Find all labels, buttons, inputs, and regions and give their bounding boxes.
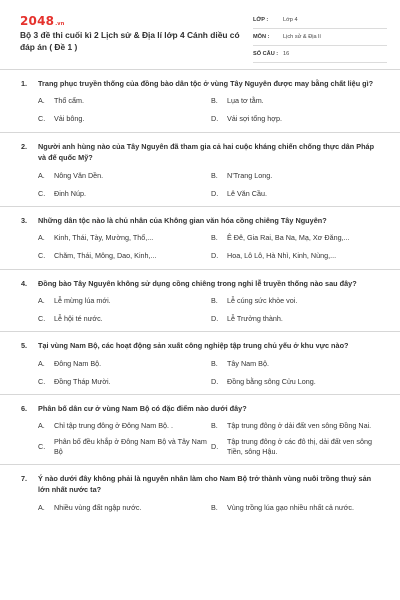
option-text: Lụa tơ tằm. [227,96,264,106]
exam-title: Bộ 3 đề thi cuối kì 2 Lịch sử & Địa lí lớp 4 Cánh diều có đáp án ( Đề 1 ) [20,30,240,52]
question-item [0,70,400,133]
question-text: Ý nào dưới đây không phải là nguyên nhân làm cho Nam Bộ trở thành vùng nuôi trồng thuỷ sản lớn nhất nước ta? [38,473,372,495]
meta-row-subject [253,29,387,46]
option-letter: A. [38,170,45,180]
question-number: 4. [21,278,28,288]
option-letter: A. [38,233,45,243]
answer-option[interactable] [211,170,381,182]
option-letter: A. [38,296,45,306]
option-text: Hoa, Lô Lô, Hà Nhì, Kinh, Nùng,... [227,251,337,261]
question-item [0,332,400,395]
option-letter: D. [211,314,219,324]
meta-row-grade [253,12,387,29]
option-text: Phân bố đều khắp ở Đông Nam Bộ và Tây Nam Bộ [54,436,207,457]
option-letter: B. [211,233,218,243]
option-text: Vải bông. [54,114,85,124]
question-number: 7. [21,473,28,483]
answer-option[interactable] [211,313,381,325]
option-letter: B. [211,96,218,106]
option-text: Lê Văn Cầu. [227,188,267,198]
answer-option[interactable] [38,437,211,458]
option-letter: B. [211,296,218,306]
option-letter: A. [38,358,45,368]
option-text: N’Trang Long. [227,170,273,180]
option-text: Lễ hội té nước. [54,314,103,324]
question-item [0,395,400,465]
answer-option[interactable] [38,376,211,388]
answer-option[interactable] [38,295,211,307]
option-letter: B. [211,170,218,180]
answer-option[interactable] [211,421,381,433]
option-letter: C. [38,114,46,124]
option-text: Nhiều vùng đất ngập nước. [54,502,142,512]
question-item [0,465,400,520]
option-text: Tập trung đông ở các đô thị, dải đất ven sông Tiền, sông Hậu. [227,436,372,457]
option-text: Đồng bằng sông Cửu Long. [227,376,316,386]
meta-value: Lịch sử & Địa lí [283,33,321,40]
meta-label: SỐ CÂU : [253,50,279,57]
answer-option[interactable] [38,114,211,126]
option-text: Đồng Tháp Mười. [54,376,111,386]
question-text: Phân bố dân cư ở vùng Nam Bộ có đặc điểm nào dưới đây? [38,404,247,414]
answer-option[interactable] [211,295,381,307]
option-text: Vải sợi tổng hợp. [227,114,282,124]
option-text: Đinh Núp. [54,188,86,198]
option-letter: C. [38,441,46,451]
question-number: 3. [21,216,28,226]
answer-option[interactable] [211,188,381,200]
question-number: 1. [21,79,28,88]
option-letter: A. [38,96,45,106]
question-text: Những dân tộc nào là chủ nhân của Không gian văn hóa cồng chiêng Tây Nguyên? [38,216,327,226]
option-letter: A. [38,502,45,512]
question-text: Tại vùng Nam Bộ, các hoạt động sản xuất công nghiệp tập trung chủ yếu ở khu vực nào? [38,341,349,351]
question-number: 2. [21,141,28,151]
option-letter: B. [211,358,218,368]
answer-option[interactable] [38,251,211,263]
option-text: Nông Văn Dền. [54,170,104,180]
answer-option[interactable] [211,376,381,388]
answer-option[interactable] [38,358,211,370]
question-number: 5. [21,341,28,351]
option-letter: D. [211,441,219,451]
question-text: Đồng bào Tây Nguyên không sử dụng cồng chiêng trong nghi lễ truyền thống nào sau đây? [38,278,357,288]
answer-option[interactable] [211,437,381,458]
meta-label: MÔN : [253,33,270,40]
question-text: Người anh hùng nào của Tây Nguyên đã tham gia cả hai cuộc kháng chiến chống thực dân Pháp và đế quốc Mỹ? [38,141,375,163]
answer-option[interactable] [38,170,211,182]
option-letter: B. [211,421,218,431]
option-text: Lễ mừng lúa mới. [54,296,111,306]
answer-option[interactable] [38,233,211,245]
option-text: Lễ Trưởng thành. [227,314,283,324]
option-text: Đông Nam Bộ. [54,358,102,368]
page-header [0,0,400,62]
option-text: Tập trung đông ở dải đất ven sông Đồng Nai. [227,421,372,431]
question-item [0,133,400,207]
answer-option[interactable] [211,502,381,514]
option-letter: D. [211,188,219,198]
meta-value: 16 [283,50,290,57]
answer-option[interactable] [38,421,211,433]
option-text: Chỉ tập trung đông ở Đông Nam Bộ. . [54,421,173,431]
logo-main: 2048 [20,14,55,28]
answer-option[interactable] [211,114,381,126]
option-letter: D. [211,376,219,386]
option-letter: D. [211,251,219,261]
meta-value: Lớp 4 [283,16,298,23]
answer-option[interactable] [211,233,381,245]
question-number: 6. [21,404,28,414]
answer-option[interactable] [38,502,211,514]
question-item [0,270,400,333]
option-letter: C. [38,251,46,261]
question-text: Trang phục truyền thống của đồng bào dân tộc ở vùng Tây Nguyên được may bằng chất liệu gì? [38,79,374,88]
question-list [0,70,400,520]
exam-meta-table [253,12,387,63]
logo-tld: .vn [55,21,65,27]
meta-label: LỚP : [253,16,269,23]
option-text: Chăm, Thái, Mông, Dao, Kinh,... [54,251,157,261]
answer-option[interactable] [38,96,211,108]
answer-option[interactable] [211,96,381,108]
answer-option[interactable] [38,188,211,200]
answer-option[interactable] [211,251,381,263]
option-text: Lễ cúng sức khỏe voi. [227,296,298,306]
option-text: Ê Đê, Gia Rai, Ba Na, Mạ, Xơ Đăng,... [227,233,350,243]
option-text: Thổ cẩm. [54,96,84,106]
meta-row-count [253,46,387,63]
option-text: Vùng trồng lúa gạo nhiều nhất cả nước. [227,502,355,512]
option-letter: C. [38,188,46,198]
option-text: Tây Nam Bộ. [227,358,269,368]
option-letter: C. [38,376,46,386]
answer-option[interactable] [211,358,381,370]
answer-option[interactable] [38,313,211,325]
option-letter: B. [211,502,218,512]
option-text: Kinh, Thái, Tày, Mường, Thổ,... [54,233,154,243]
site-logo[interactable] [20,13,65,30]
option-letter: C. [38,314,46,324]
option-letter: A. [38,421,45,431]
question-item [0,207,400,270]
option-letter: D. [211,114,219,124]
